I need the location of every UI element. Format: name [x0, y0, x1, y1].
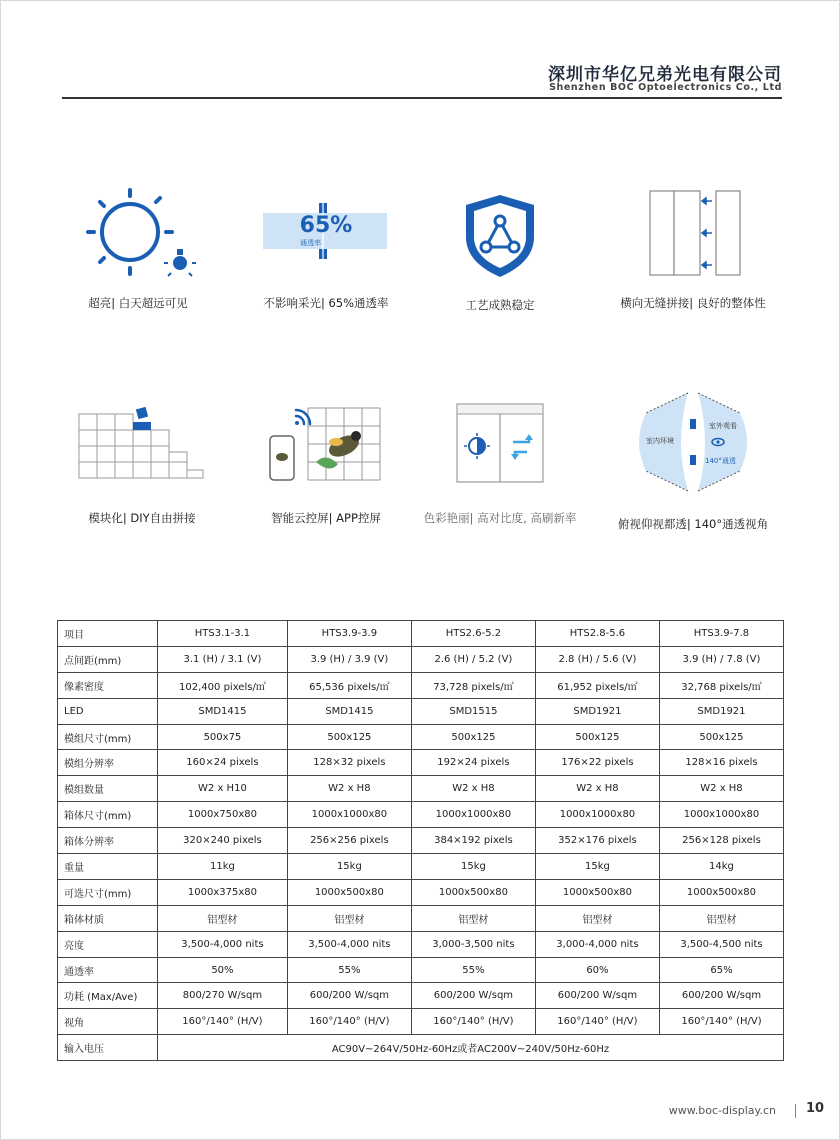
transparency-percent-icon — [261, 199, 391, 279]
table-cell: 铝型材 — [659, 905, 783, 931]
table-cell: 1000x1000x80 — [659, 802, 783, 828]
company-name-cn: 深圳市华亿兄弟光电有限公司 — [548, 65, 782, 85]
table-cell: 500x125 — [411, 724, 535, 750]
table-cell: 铝型材 — [158, 905, 288, 931]
table-cell: 128×16 pixels — [659, 750, 783, 776]
table-cell: 55% — [287, 957, 411, 983]
table-row — [58, 1009, 784, 1035]
table-row — [58, 1035, 784, 1061]
row-label: 模组分辨率 — [58, 750, 158, 776]
table-cell: 1000x500x80 — [287, 879, 411, 905]
table-cell: 1000x1000x80 — [411, 802, 535, 828]
table-cell: 铝型材 — [287, 905, 411, 931]
table-cell: 61,952 pixels/㎡ — [535, 672, 659, 698]
feature-caption: 超亮| 白天超远可见 — [88, 296, 188, 310]
header-rule — [62, 97, 782, 99]
table-cell: 500x125 — [287, 724, 411, 750]
table-cell: W2 x H8 — [287, 776, 411, 802]
table-cell: 600/200 W/sqm — [535, 983, 659, 1009]
spec-table — [57, 620, 784, 1061]
table-cell: 256×256 pixels — [287, 828, 411, 854]
table-cell: SMD1921 — [535, 698, 659, 724]
feature-viewing-angle — [593, 385, 793, 532]
table-cell: HTS2.8-5.6 — [535, 621, 659, 647]
table-cell: W2 x H8 — [659, 776, 783, 802]
feature-caption: 不影响采光| 65%通透率 — [263, 296, 389, 310]
transparency-percent: 65% — [299, 213, 353, 238]
table-row — [58, 646, 784, 672]
feature-caption: 智能云控屏| APP控屏 — [271, 511, 381, 525]
table-cell: 65% — [659, 957, 783, 983]
indoor-label: 室内环境 — [646, 437, 674, 445]
table-cell: 1000x1000x80 — [287, 802, 411, 828]
row-label: 可选尺寸(mm) — [58, 879, 158, 905]
table-cell: 160°/140° (H/V) — [535, 1009, 659, 1035]
feature-color — [400, 400, 600, 526]
feature-modular — [42, 400, 242, 526]
table-row — [58, 983, 784, 1009]
shield-process-icon — [460, 191, 540, 281]
feature-brightness — [38, 185, 238, 311]
voltage-value: AC90V~264V/50Hz-60Hz或者AC200V~240V/50Hz-60Hz — [158, 1035, 784, 1061]
table-cell: 800/270 W/sqm — [158, 983, 288, 1009]
table-cell: 600/200 W/sqm — [411, 983, 535, 1009]
table-row — [58, 672, 784, 698]
table-cell: 500x75 — [158, 724, 288, 750]
table-row — [58, 750, 784, 776]
table-cell: 1000x375x80 — [158, 879, 288, 905]
table-cell: 60% — [535, 957, 659, 983]
table-cell: 160°/140° (H/V) — [411, 1009, 535, 1035]
row-label: 亮度 — [58, 931, 158, 957]
table-cell: 3.1 (H) / 3.1 (V) — [158, 646, 288, 672]
table-cell: 500x125 — [659, 724, 783, 750]
table-row — [58, 931, 784, 957]
table-cell: 3,000-4,000 nits — [535, 931, 659, 957]
feature-caption: 工艺成熟稳定 — [465, 298, 535, 312]
table-cell: 600/200 W/sqm — [287, 983, 411, 1009]
table-cell: 160°/140° (H/V) — [287, 1009, 411, 1035]
feature-caption: 色彩艳丽| 高对比度, 高刷新率 — [423, 511, 577, 525]
row-label: 模组尺寸(mm) — [58, 724, 158, 750]
table-cell: 256×128 pixels — [659, 828, 783, 854]
table-cell: 2.8 (H) / 5.6 (V) — [535, 646, 659, 672]
table-cell: 1000x750x80 — [158, 802, 288, 828]
table-cell: SMD1921 — [659, 698, 783, 724]
feature-caption: 模块化| DIY自由拼接 — [88, 511, 196, 525]
table-cell: 15kg — [287, 854, 411, 880]
table-cell: HTS3.1-3.1 — [158, 621, 288, 647]
table-cell: 3.9 (H) / 7.8 (V) — [659, 646, 783, 672]
table-row — [58, 957, 784, 983]
table-cell: 160°/140° (H/V) — [659, 1009, 783, 1035]
table-cell: 50% — [158, 957, 288, 983]
table-row — [58, 698, 784, 724]
row-label: 箱体分辨率 — [58, 828, 158, 854]
table-cell: 65,536 pixels/㎡ — [287, 672, 411, 698]
modular-grid-icon — [77, 404, 207, 484]
table-cell: 15kg — [535, 854, 659, 880]
outdoor-label: 室外观看 — [709, 422, 737, 430]
table-row — [58, 724, 784, 750]
feature-transparency — [226, 185, 426, 311]
table-row — [58, 828, 784, 854]
row-label: 模组数量 — [58, 776, 158, 802]
table-row — [58, 879, 784, 905]
table-cell: 32,768 pixels/㎡ — [659, 672, 783, 698]
table-cell: 3.9 (H) / 3.9 (V) — [287, 646, 411, 672]
table-row — [58, 802, 784, 828]
table-cell: 55% — [411, 957, 535, 983]
row-label: 项目 — [58, 621, 158, 647]
row-label: 输入电压 — [58, 1035, 158, 1061]
table-cell: 102,400 pixels/㎡ — [158, 672, 288, 698]
table-cell: 128×32 pixels — [287, 750, 411, 776]
table-cell: 320×240 pixels — [158, 828, 288, 854]
table-cell: SMD1415 — [158, 698, 288, 724]
table-cell: 1000x500x80 — [535, 879, 659, 905]
table-row — [58, 854, 784, 880]
table-cell: 384×192 pixels — [411, 828, 535, 854]
table-cell: 1000x500x80 — [411, 879, 535, 905]
table-cell: W2 x H8 — [535, 776, 659, 802]
company-name-en: Shenzhen BOC Optoelectronics Co., Ltd — [549, 82, 782, 93]
table-cell: W2 x H8 — [411, 776, 535, 802]
row-label: 箱体尺寸(mm) — [58, 802, 158, 828]
table-cell: 3,500-4,500 nits — [659, 931, 783, 957]
table-cell: 600/200 W/sqm — [659, 983, 783, 1009]
feature-caption: 横向无缝拼接| 良好的整体性 — [620, 296, 766, 310]
feature-stability — [400, 185, 600, 313]
table-header-row — [58, 621, 784, 647]
row-label: 功耗 (Max/Ave) — [58, 983, 158, 1009]
transparency-sub: 通透率 — [300, 239, 321, 247]
row-label: 通透率 — [58, 957, 158, 983]
table-row — [58, 905, 784, 931]
table-cell: 15kg — [411, 854, 535, 880]
table-cell: 2.6 (H) / 5.2 (V) — [411, 646, 535, 672]
table-cell: 3,500-4,000 nits — [158, 931, 288, 957]
table-cell: HTS2.6-5.2 — [411, 621, 535, 647]
table-cell: HTS3.9-3.9 — [287, 621, 411, 647]
table-cell: W2 x H10 — [158, 776, 288, 802]
table-cell: 1000x1000x80 — [535, 802, 659, 828]
table-cell: 3,500-4,000 nits — [287, 931, 411, 957]
table-row — [58, 776, 784, 802]
table-cell: 1000x500x80 — [659, 879, 783, 905]
table-cell: SMD1415 — [287, 698, 411, 724]
table-cell: 160°/140° (H/V) — [158, 1009, 288, 1035]
color-contrast-icon — [455, 402, 545, 484]
table-cell: 3,000-3,500 nits — [411, 931, 535, 957]
row-label: LED — [58, 698, 158, 724]
feature-splice — [593, 185, 793, 311]
table-cell: 11kg — [158, 854, 288, 880]
table-cell: 铝型材 — [535, 905, 659, 931]
angle-label: 140°通透 — [705, 457, 736, 465]
sun-brightness-icon — [78, 185, 198, 280]
footer-divider — [795, 1104, 796, 1118]
feature-cloud-control — [226, 400, 426, 526]
table-cell: HTS3.9-7.8 — [659, 621, 783, 647]
cloud-app-control-icon — [266, 402, 386, 492]
table-cell: 352×176 pixels — [535, 828, 659, 854]
table-cell: 铝型材 — [411, 905, 535, 931]
table-cell: SMD1515 — [411, 698, 535, 724]
row-label: 像素密度 — [58, 672, 158, 698]
footer-url[interactable]: www.boc-display.cn — [668, 1104, 776, 1117]
row-label: 箱体材质 — [58, 905, 158, 931]
table-cell: 160×24 pixels — [158, 750, 288, 776]
row-label: 点间距(mm) — [58, 646, 158, 672]
page-number: 10 — [806, 1101, 825, 1116]
table-cell: 14kg — [659, 854, 783, 880]
row-label: 视角 — [58, 1009, 158, 1035]
table-cell: 500x125 — [535, 724, 659, 750]
table-cell: 192×24 pixels — [411, 750, 535, 776]
seamless-splice-icon — [638, 187, 748, 277]
table-cell: 73,728 pixels/㎡ — [411, 672, 535, 698]
table-cell: 176×22 pixels — [535, 750, 659, 776]
row-label: 重量 — [58, 854, 158, 880]
feature-caption: 俯视仰视都透| 140°通透视角 — [617, 517, 769, 531]
